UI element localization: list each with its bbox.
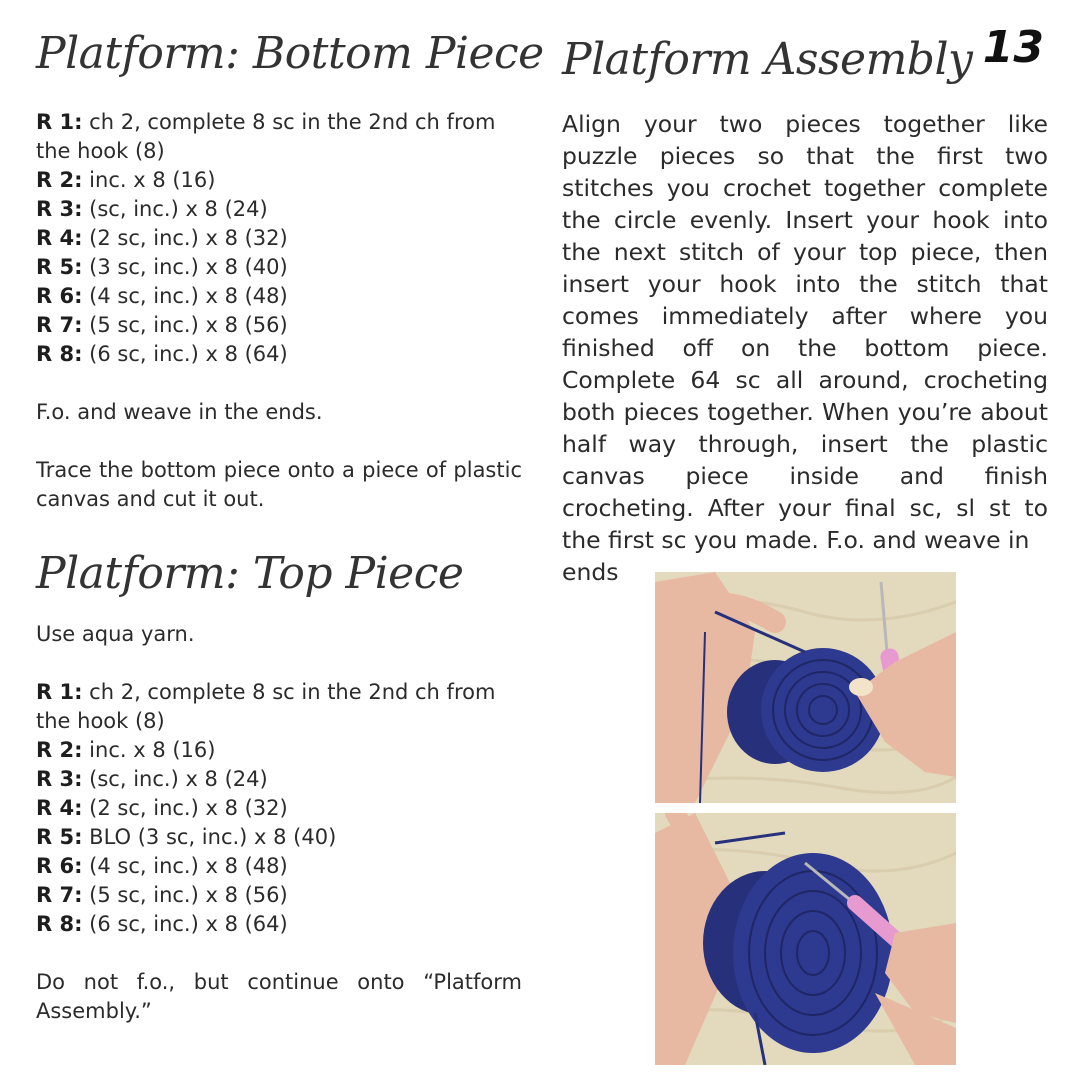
round-row bbox=[36, 678, 522, 707]
round-text: (sc, inc.) x 8 (24) bbox=[82, 197, 268, 221]
round-label: R 8: bbox=[36, 912, 83, 936]
assembly-photo-2 bbox=[655, 813, 956, 1065]
round-row bbox=[36, 910, 522, 939]
round-text: (5 sc, inc.) x 8 (56) bbox=[82, 313, 288, 337]
round-row bbox=[36, 253, 522, 282]
round-text: (3 sc, inc.) x 8 (40) bbox=[82, 255, 288, 279]
top-piece-yarn: Use aqua yarn. bbox=[36, 622, 195, 646]
top-piece-title: Platform: Top Piece bbox=[36, 548, 464, 599]
assembly-title: Platform Assembly bbox=[562, 34, 973, 85]
round-text: (4 sc, inc.) x 8 (48) bbox=[82, 284, 288, 308]
round-text: (4 sc, inc.) x 8 (48) bbox=[82, 854, 288, 878]
round-row bbox=[36, 794, 522, 823]
round-row bbox=[36, 765, 522, 794]
round-row bbox=[36, 137, 522, 166]
round-row bbox=[36, 282, 522, 311]
round-label: R 4: bbox=[36, 226, 83, 250]
top-piece-instructions bbox=[36, 620, 522, 1026]
round-label: R 3: bbox=[36, 197, 83, 221]
round-label: R 5: bbox=[36, 255, 83, 279]
round-text: the hook (8) bbox=[36, 709, 165, 733]
round-label: R 6: bbox=[36, 284, 83, 308]
round-row bbox=[36, 340, 522, 369]
round-text: (sc, inc.) x 8 (24) bbox=[82, 767, 268, 791]
round-row bbox=[36, 707, 522, 736]
round-text: inc. x 8 (16) bbox=[82, 738, 216, 762]
round-text: (6 sc, inc.) x 8 (64) bbox=[82, 342, 288, 366]
round-text: (5 sc, inc.) x 8 (56) bbox=[82, 883, 288, 907]
bottom-piece-finish: F.o. and weave in the ends. bbox=[36, 400, 323, 424]
round-text: the hook (8) bbox=[36, 139, 165, 163]
round-row bbox=[36, 881, 522, 910]
round-label: R 8: bbox=[36, 342, 83, 366]
bottom-piece-instructions bbox=[36, 108, 522, 514]
round-label: R 5: bbox=[36, 825, 83, 849]
assembly-body: Align your two pieces together like puzzle pieces so that the first two stitches you crochet together complete the circle evenly. Insert your hook into the next stitch of your top piece, then insert your hook into the stitch that comes immediately after where you finished off on the bottom piece. Complete 64 sc all around, crocheting both pieces together. When you’re about half way through, insert the plastic canvas piece inside and finish crocheting. After your final sc, sl st to the first sc you made. F.o. and weave in bbox=[562, 110, 1048, 554]
round-row bbox=[36, 736, 522, 765]
bottom-piece-title: Platform: Bottom Piece bbox=[36, 28, 544, 79]
round-row bbox=[36, 852, 522, 881]
bottom-piece-rounds bbox=[36, 108, 522, 369]
top-piece-rounds bbox=[36, 678, 522, 939]
assembly-body-end: ends bbox=[562, 558, 619, 586]
round-row bbox=[36, 224, 522, 253]
top-piece-continue: Do not f.o., but continue onto “Platform Assembly.” bbox=[36, 970, 522, 1023]
page-number: 13 bbox=[982, 22, 1044, 73]
round-row bbox=[36, 166, 522, 195]
round-label: R 1: bbox=[36, 110, 83, 134]
round-label: R 3: bbox=[36, 767, 83, 791]
round-text: inc. x 8 (16) bbox=[82, 168, 216, 192]
round-text: BLO (3 sc, inc.) x 8 (40) bbox=[82, 825, 337, 849]
round-text: ch 2, complete 8 sc in the 2nd ch from bbox=[82, 680, 496, 704]
round-label: R 7: bbox=[36, 313, 83, 337]
round-row bbox=[36, 823, 522, 852]
round-text: ch 2, complete 8 sc in the 2nd ch from bbox=[82, 110, 496, 134]
round-row bbox=[36, 311, 522, 340]
bottom-piece-trace: Trace the bottom piece onto a piece of plastic canvas and cut it out. bbox=[36, 458, 522, 511]
round-text: (6 sc, inc.) x 8 (64) bbox=[82, 912, 288, 936]
round-label: R 6: bbox=[36, 854, 83, 878]
assembly-photo-1 bbox=[655, 572, 956, 803]
round-text: (2 sc, inc.) x 8 (32) bbox=[82, 796, 288, 820]
round-label: R 2: bbox=[36, 738, 83, 762]
round-label: R 7: bbox=[36, 883, 83, 907]
round-row bbox=[36, 195, 522, 224]
round-label: R 1: bbox=[36, 680, 83, 704]
round-label: R 4: bbox=[36, 796, 83, 820]
round-text: (2 sc, inc.) x 8 (32) bbox=[82, 226, 288, 250]
round-row bbox=[36, 108, 522, 137]
round-label: R 2: bbox=[36, 168, 83, 192]
